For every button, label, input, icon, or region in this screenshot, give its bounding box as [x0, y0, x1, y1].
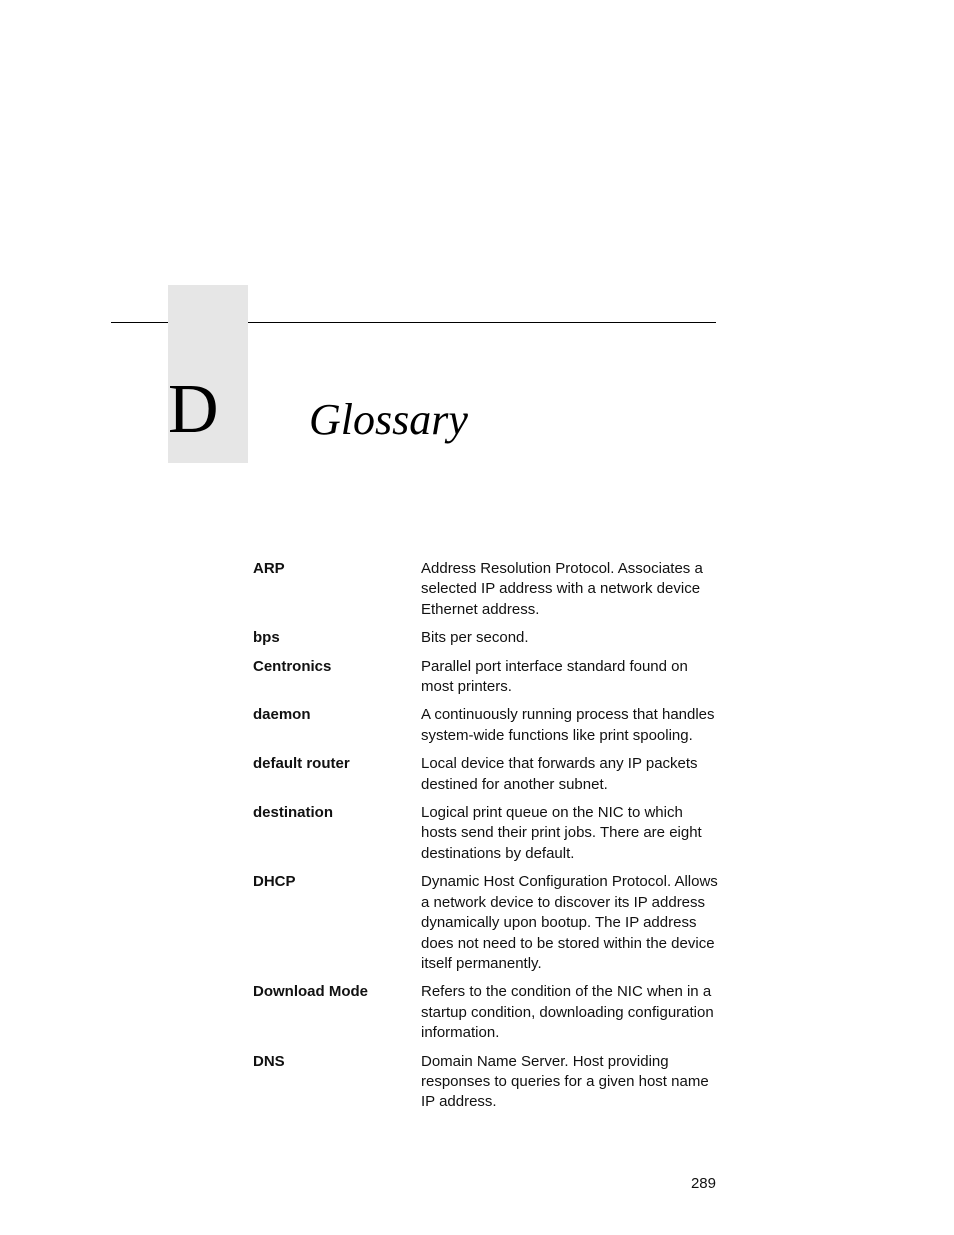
glossary-definition: A continuously running process that handles system-wide functions like print spooling. [421, 706, 715, 744]
glossary-definition: Parallel port interface standard found on most printers. [421, 657, 688, 696]
glossary-entry-default-router [253, 754, 723, 795]
glossary-entry-arp [253, 559, 723, 620]
glossary-entry-dns [253, 1052, 723, 1113]
glossary-definition: Logical print queue on the NIC to which hosts send their print jobs. There are eight destinations by default. [421, 804, 702, 862]
glossary-term: default router [253, 755, 350, 773]
glossary-term: daemon [253, 706, 311, 724]
glossary-list [253, 559, 723, 1121]
chapter-title: Glossary [309, 395, 468, 444]
glossary-entry-download-mode [253, 982, 723, 1043]
glossary-term: Download Mode [253, 983, 368, 1001]
glossary-term: DNS [253, 1052, 285, 1070]
glossary-entry-daemon [253, 705, 723, 746]
glossary-definition: Refers to the condition of the NIC when in a startup condition, downloading configuration information. [421, 983, 714, 1042]
page-number: 289 [690, 1175, 716, 1192]
glossary-term: Centronics [253, 657, 332, 675]
chapter-letter: D [168, 371, 219, 448]
glossary-entry-dhcp [253, 872, 723, 974]
glossary-entry-centronics [253, 657, 723, 698]
glossary-term: DHCP [253, 873, 296, 891]
glossary-definition: Dynamic Host Configuration Protocol. Allows a network device to discover its IP address dynamically upon bootup. The IP address does not need to be stored within the device itself permanently. [421, 873, 718, 972]
glossary-definition: Bits per second. [421, 629, 529, 647]
glossary-entry-bps [253, 628, 723, 648]
glossary-term: bps [253, 629, 280, 647]
glossary-definition: Address Resolution Protocol. Associates a selected IP address with a network device Ethernet address. [421, 560, 703, 618]
glossary-entry-destination [253, 803, 723, 864]
header-rule-right [248, 322, 716, 323]
glossary-term: ARP [253, 560, 285, 577]
glossary-term: destination [253, 804, 334, 822]
glossary-definition: Domain Name Server. Host providing responses to queries for a given host name IP address. [421, 1052, 709, 1111]
header-rule-left [111, 322, 168, 323]
glossary-definition: Local device that forwards any IP packets destined for another subnet. [421, 755, 698, 793]
